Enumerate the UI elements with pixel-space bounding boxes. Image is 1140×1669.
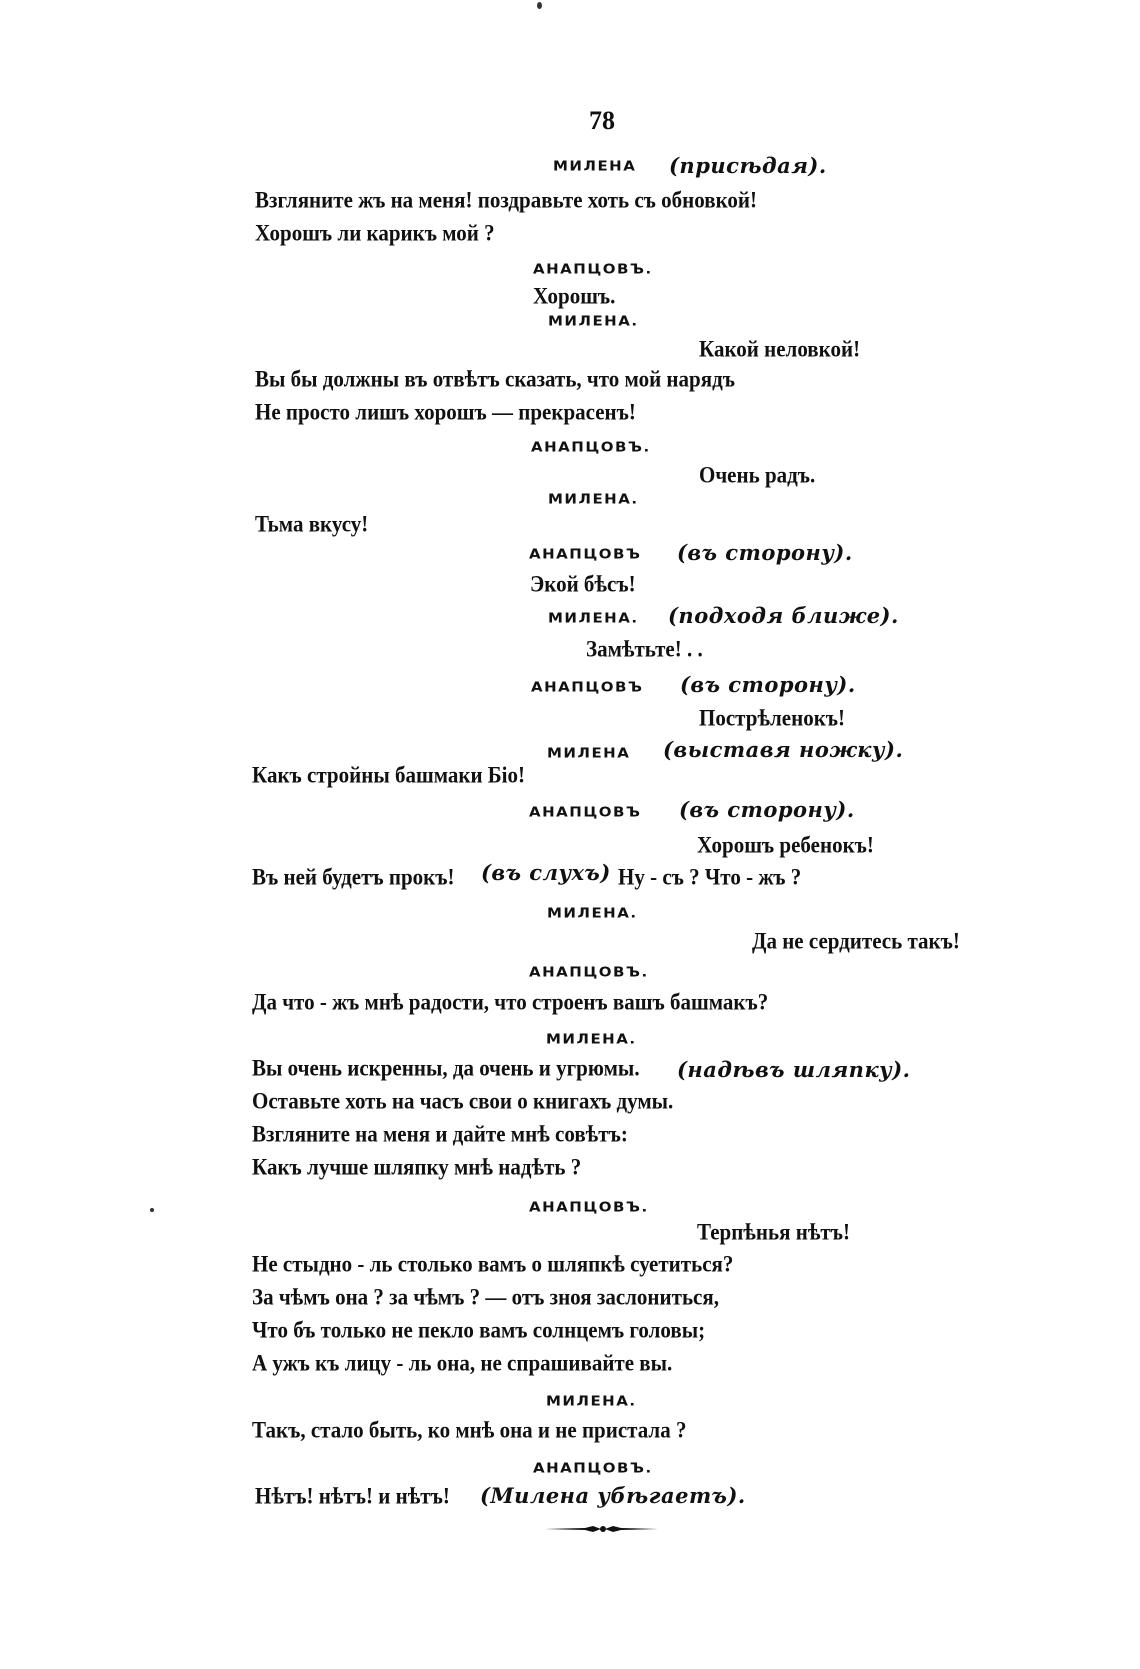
verse-line: Хорошъ. (533, 283, 616, 309)
ink-speck (537, 2, 542, 9)
verse-line: Нѣтъ! нѣтъ! и нѣтъ! (255, 1483, 450, 1509)
verse-line: А ужъ къ лицу - ль она, не спрашивайте вы. (252, 1350, 673, 1376)
verse-line: Пострѣленокъ! (699, 705, 846, 731)
stage-direction: (въ сторону). (677, 540, 853, 565)
verse-line: Экой бѣсъ! (530, 571, 636, 597)
ink-speck (150, 1208, 154, 1212)
speaker-name: АНАПЦОВЪ. (531, 438, 651, 456)
verse-line: Хорошъ ли карикъ мой ? (255, 220, 495, 246)
verse-line: Вы бы должны въ отвѣтъ сказать, что мой нарядъ (255, 366, 735, 392)
verse-line: Хорошъ ребенокъ! (697, 832, 874, 858)
verse-line: Да что - жъ мнѣ радости, что строенъ вашъ башмакъ? (252, 989, 769, 1015)
verse-line: Какъ стройны башмаки Біо! (252, 762, 526, 788)
speaker-name: МИЛЕНА. (548, 490, 639, 508)
verse-line: Вы очень искренны, да очень и угрюмы. (252, 1055, 640, 1081)
speaker-name: МИЛЕНА. (547, 904, 638, 922)
speaker-name: АНАПЦОВЪ (529, 545, 642, 563)
verse-line: Очень радъ. (699, 462, 816, 488)
speaker-name: АНАПЦОВЪ (529, 803, 642, 821)
verse-line: Какъ лучше шляпку мнѣ надѣть ? (252, 1154, 582, 1180)
verse-line: Тьма вкусу! (255, 511, 369, 537)
verse-line: Замѣтьте! . . (586, 636, 703, 662)
speaker-name: МИЛЕНА (547, 744, 631, 762)
stage-direction: (надѣвъ шляпку). (677, 1057, 911, 1082)
page-number: 78 (589, 106, 615, 135)
verse-line: Да не сердитесь такъ! (752, 928, 960, 954)
speaker-name: МИЛЕНА (553, 157, 637, 175)
stage-direction: (въ сторону). (680, 672, 856, 697)
speaker-name: МИЛЕНА. (548, 312, 639, 330)
speaker-name: МИЛЕНА. (548, 609, 639, 627)
stage-direction: (Милена убѣгаетъ). (480, 1483, 746, 1508)
verse-line: Ну - съ ? Что - жъ ? (618, 864, 802, 890)
speaker-name: МИЛЕНА. (546, 1030, 637, 1048)
end-ornament (545, 1524, 658, 1534)
verse-line: За чѣмъ она ? за чѣмъ ? — отъ зноя заслониться, (252, 1284, 719, 1310)
verse-line: Взгляните жъ на меня! поздравьте хоть съ обновкой! (255, 187, 758, 213)
stage-direction: (подходя ближе). (668, 603, 899, 628)
stage-direction: (выставя ножку). (663, 737, 904, 762)
verse-line: Взгляните на меня и дайте мнѣ совѣтъ: (252, 1121, 628, 1147)
verse-line: Такъ, стало быть, ко мнѣ она и не пристала ? (252, 1417, 687, 1443)
verse-line: Въ ней будетъ прокъ! (252, 864, 455, 890)
verse-line: Какой неловкой! (699, 336, 861, 362)
speaker-name: АНАПЦОВЪ. (533, 1459, 653, 1477)
speaker-name: АНАПЦОВЪ. (529, 963, 649, 981)
speaker-name: АНАПЦОВЪ. (533, 260, 653, 278)
verse-line: Не стыдно - ль столько вамъ о шляпкѣ суетиться? (252, 1251, 734, 1277)
stage-direction: (въ сторону). (679, 797, 855, 822)
speaker-name: АНАПЦОВЪ. (529, 1198, 649, 1216)
stage-direction: (присѣдая). (669, 153, 827, 178)
speaker-name: МИЛЕНА. (546, 1392, 637, 1410)
verse-line: Что бъ только не пекло вамъ солнцемъ головы; (252, 1317, 706, 1343)
stage-direction: (въ слухъ) (481, 860, 611, 885)
verse-line: Терпѣнья нѣтъ! (697, 1219, 850, 1245)
verse-line: Не просто лишъ хорошъ — прекрасенъ! (255, 399, 636, 425)
verse-line: Оставьте хоть на часъ свои о книгахъ думы. (252, 1088, 674, 1114)
speaker-name: АНАПЦОВЪ (531, 678, 644, 696)
